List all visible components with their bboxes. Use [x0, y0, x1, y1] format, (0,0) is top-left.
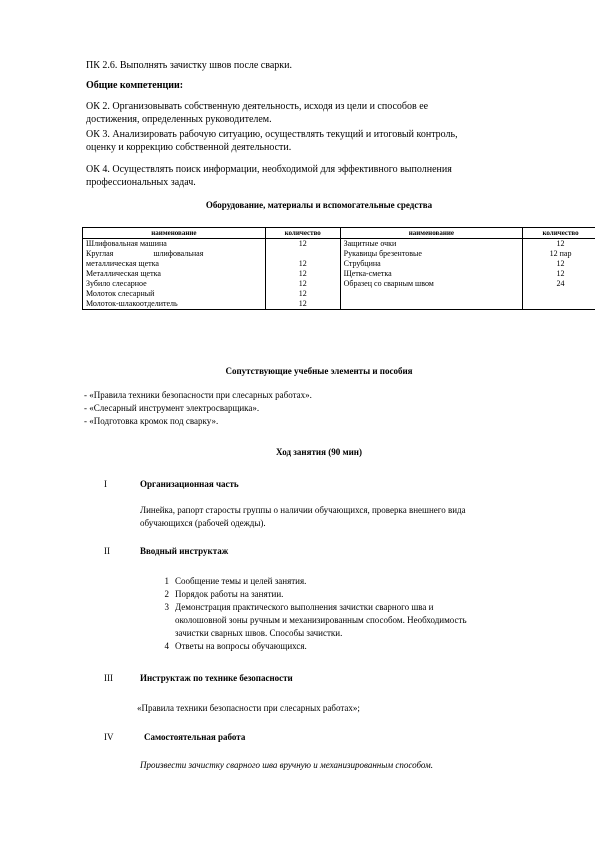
header-name-2: наименование	[340, 228, 522, 239]
list-item-number: 1	[164, 576, 169, 586]
cell-name: Защитные очки	[340, 239, 522, 250]
table-row	[83, 249, 595, 259]
section-1-title: Организационная часть	[140, 479, 239, 489]
section-3-title: Инструктаж по технике безопасности	[140, 673, 293, 683]
cell-name: Струбцина	[340, 259, 522, 269]
accompanying-item-1: - «Правила техники безопасности при слесарных работах».	[84, 390, 312, 400]
ok3-line1: ОК 3. Анализировать рабочую ситуацию, осуществлять текущий и итоговый контроль,	[86, 129, 458, 140]
section-3-number: III	[104, 673, 113, 683]
cell-name: Молоток-шлакоотделитель	[83, 299, 266, 310]
cell-qty: 12	[523, 259, 595, 269]
section-2-number: II	[104, 546, 110, 556]
cell-name: Щетка-сметка	[340, 269, 522, 279]
general-competencies-heading: Общие компетенции:	[86, 80, 184, 91]
ok4-line1: ОК 4. Осуществлять поиск информации, необходимой для эффективного выполнения	[86, 164, 452, 175]
table-row	[83, 279, 595, 289]
section-1-text-line2: обучающихся (рабочей одежды).	[140, 518, 266, 528]
list-item-text: Демонстрация практического выполнения зачистки сварного шва и	[175, 602, 434, 612]
header-name-1: наименование	[83, 228, 266, 239]
cell-name	[340, 299, 522, 310]
table-row	[83, 239, 595, 250]
table-header-row	[83, 228, 595, 239]
cell-name: Молоток слесарный	[83, 289, 266, 299]
cell-name: Рукавицы брезентовые	[340, 249, 522, 259]
cell-name: металлическая щетка	[83, 259, 266, 269]
cell-qty: 12	[265, 279, 340, 289]
header-qty-2: количество	[523, 228, 595, 239]
list-item-text: Сообщение темы и целей занятия.	[175, 576, 307, 586]
section-4-title: Самостоятельная работа	[144, 732, 246, 742]
section-4-number: IV	[104, 732, 114, 742]
ok2-line2: достижения, определенных руководителем.	[86, 114, 272, 125]
equipment-table	[82, 227, 595, 310]
list-item-text: зачистки сварных швов. Способы зачистки.	[175, 628, 343, 638]
cell-qty	[523, 289, 595, 299]
cell-qty: 12	[265, 299, 340, 310]
accompanying-item-2: - «Слесарный инструмент электросварщика».	[84, 403, 260, 413]
ok3-line2: оценку и коррекцию собственной деятельности.	[86, 142, 292, 153]
section-1-text-line1: Линейка, рапорт старосты группы о наличии обучающихся, проверка внешнего вида	[140, 505, 466, 515]
accompanying-heading: Сопутствующие учебные элементы и пособия	[225, 366, 413, 376]
list-item-text: Порядок работы на занятии.	[175, 589, 284, 599]
table-row	[83, 289, 595, 299]
section-2-title: Вводный инструктаж	[140, 546, 229, 556]
cell-qty: 12	[523, 269, 595, 279]
list-item-text: Ответы на вопросы обучающихся.	[175, 641, 307, 651]
pk-2-6-text: ПК 2.6. Выполнять зачистку швов после сварки.	[86, 60, 292, 71]
cell-qty	[523, 299, 595, 310]
cell-name: Шлифовальная машина	[83, 239, 266, 250]
cell-qty: 12	[265, 259, 340, 269]
cell-qty: 24	[523, 279, 595, 289]
table-row	[83, 299, 595, 310]
section-4-text: Произвести зачистку сварного шва вручную и механизированным способом.	[140, 760, 434, 770]
cell-qty: 12	[523, 239, 595, 250]
table-row	[83, 269, 595, 279]
header-qty-1: количество	[265, 228, 340, 239]
list-item-text: околошовной зоны ручным и механизированным способом. Необходимость	[175, 615, 467, 625]
list-item-number: 2	[164, 589, 169, 599]
section-1-number: I	[104, 479, 107, 489]
section-3-text: «Правила техники безопасности при слесарных работах»;	[137, 703, 360, 713]
cell-qty	[265, 249, 340, 259]
cell-name: Металлическая щетка	[83, 269, 266, 279]
table-row	[83, 259, 595, 269]
cell-qty: 12	[265, 289, 340, 299]
list-item-number: 4	[164, 641, 169, 651]
list-item-number: 3	[164, 602, 169, 612]
cell-name: Зубило слесарное	[83, 279, 266, 289]
cell-qty: 12 пар	[523, 249, 595, 259]
accompanying-item-3: - «Подготовка кромок под сварку».	[84, 416, 219, 426]
cell-name: Образец со сварным швом	[340, 279, 522, 289]
cell-name: Круглая шлифовальная	[83, 249, 266, 259]
cell-qty: 12	[265, 269, 340, 279]
lesson-plan-heading: Ход занятия (90 мин)	[276, 447, 362, 457]
ok2-line1: ОК 2. Организовывать собственную деятельность, исходя из цели и способов ее	[86, 101, 429, 112]
cell-qty: 12	[265, 239, 340, 250]
ok4-line2: профессиональных задач.	[86, 177, 196, 188]
equipment-heading: Оборудование, материалы и вспомогательные средства	[205, 200, 433, 210]
cell-name	[340, 289, 522, 299]
